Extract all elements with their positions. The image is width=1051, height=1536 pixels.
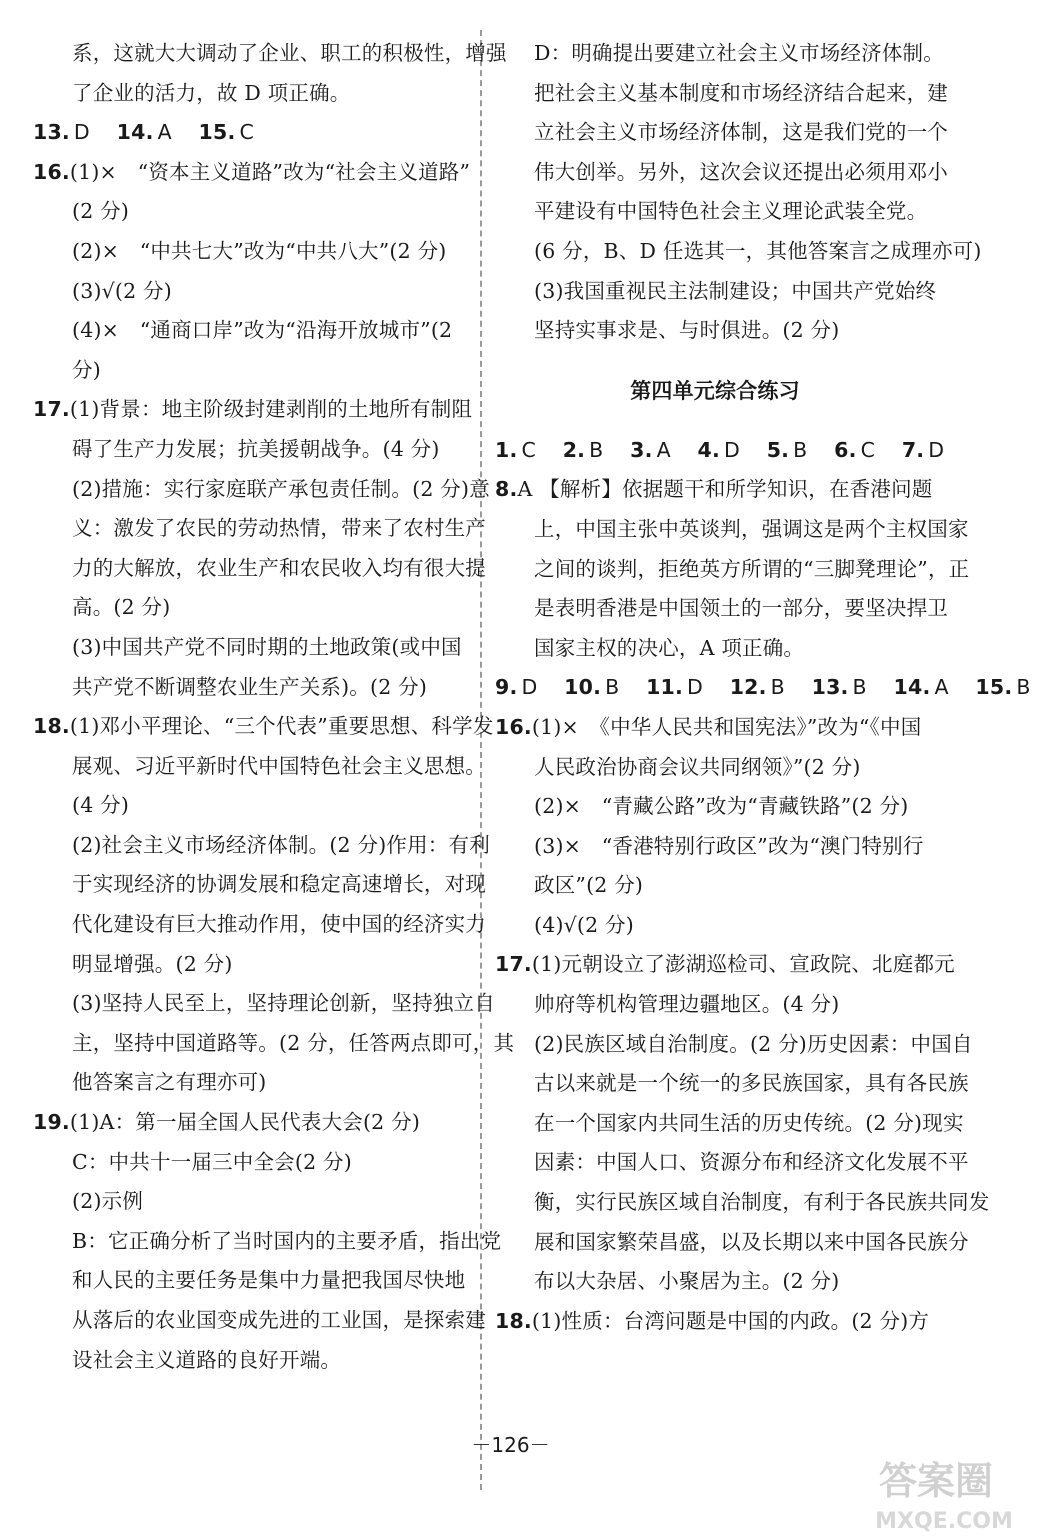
text-line: 立社会主义市场经济体制，这是我们党的一个: [534, 120, 948, 145]
answer: A: [934, 675, 949, 700]
text-line: (2 分): [72, 199, 130, 224]
question-8: [495, 470, 935, 510]
text-line: 布以大杂居、小聚居为主。(2 分): [534, 1269, 840, 1294]
text-line: 设社会主义道路的良好开端。: [72, 1347, 342, 1372]
mc-answers-1-7: [495, 431, 945, 471]
question-number: 5.: [766, 437, 790, 462]
text-line: 碍了生产力发展；抗美援朝战争。(4 分): [72, 436, 440, 461]
answer: C: [239, 120, 254, 145]
question-number: 17.: [495, 952, 532, 977]
text-line: B：它正确分析了当时国内的主要矛盾，指出党: [72, 1228, 502, 1253]
question-number: 16.: [33, 159, 70, 184]
text-line: 主，坚持中国道路等。(2 分，任答两点即可，其: [72, 1030, 515, 1055]
question-number: 1.: [495, 437, 518, 462]
question-number: 18.: [33, 714, 70, 739]
text: (1)邓小平理论、“三个代表”重要思想、科学发: [69, 714, 494, 739]
text-line: 义：激发了农民的劳动热情，带来了农村生产: [72, 516, 486, 541]
answer: C: [860, 437, 876, 462]
text: (1)A：第一届全国人民代表大会(2 分): [69, 1110, 421, 1135]
answer: B: [589, 437, 604, 462]
question-number: 3.: [630, 437, 653, 462]
text-line: 从落后的农业国变成先进的工业国，是探索建: [72, 1308, 486, 1332]
question-16: [495, 708, 935, 748]
question-17: [495, 945, 955, 985]
text-line: 政区”(2 分): [534, 873, 644, 898]
text-line: (2)示例: [72, 1189, 144, 1214]
text-line: 之间的谈判，拒绝英方所谓的“三脚凳理论”，正: [534, 556, 970, 581]
text-line: 力的大解放，农业生产和农民收入均有很大提: [72, 555, 486, 580]
text-line: D：明确提出要建立社会主义市场经济体制。: [534, 41, 944, 65]
text-line: (3)我国重视民主法制建设；中国共产党始终: [534, 278, 937, 303]
text-line: (6 分，B、D 任选其一，其他答案言之成理亦可): [534, 238, 982, 263]
mc-answers-13-15: [33, 113, 473, 153]
text-line: (2)× “中共七大”改为“中共八大”(2 分): [72, 238, 447, 263]
question-number: 16.: [495, 714, 532, 739]
text-line: (2)民族区域自治制度。(2 分)历史因素：中国自: [534, 1031, 973, 1056]
question-16: [33, 153, 473, 193]
watermark-logo-text: 答案圈: [878, 1459, 994, 1503]
watermark-site-text: MXQE.COM: [875, 1509, 1013, 1534]
text-line: (2)措施：实行家庭联产承包责任制。(2 分)意: [72, 476, 490, 501]
left-column: [33, 34, 515, 1380]
answer: B: [852, 675, 867, 700]
text-line: 上，中国主张中英谈判，强调这是两个主权国家: [534, 516, 969, 541]
answer: D: [73, 120, 90, 145]
answer: B: [793, 437, 808, 462]
answer: A: [656, 437, 671, 462]
text-line: (4)× “通商口岸”改为“沿海开放城市”(2: [72, 318, 453, 343]
answer: B: [605, 675, 620, 700]
text-line: (3)√(2 分): [72, 278, 172, 303]
answer: A: [157, 120, 172, 145]
text-line: 分): [72, 357, 101, 382]
text-line: 在一个国家内共同生活的历史传统。(2 分)现实: [534, 1110, 964, 1135]
question-number: 7.: [901, 437, 925, 462]
text-line: 明显增强。(2 分): [72, 951, 233, 976]
text-line: 人民政治协商会议共同纲领》”(2 分): [534, 754, 861, 779]
text: (1)× “资本主义道路”改为“社会主义道路”: [69, 159, 471, 184]
text-line: 共产党不断调整农业生产关系)。(2 分): [72, 674, 428, 699]
answer: B: [1016, 675, 1031, 700]
question-18: [495, 1302, 935, 1342]
question-18: [33, 707, 494, 747]
question-number: 14.: [116, 120, 154, 145]
text-line: 高。(2 分): [72, 595, 171, 620]
text-line: 是表明香港是中国领土的一部分，要坚决捍卫: [534, 596, 948, 621]
answer: C: [521, 437, 536, 462]
text-line: 伟大创举。另外，这次会议还提出必须用邓小: [534, 159, 948, 184]
text: (1)性质：台湾问题是中国的内政。(2 分)方: [531, 1308, 930, 1333]
text: (1)背景：地主阶级封建剥削的土地所有制阻: [69, 397, 473, 422]
text-line: (2)× “青藏公路”改为“青藏铁路”(2 分): [534, 794, 909, 819]
page-number: －126－: [471, 1433, 550, 1457]
question-number: 19.: [33, 1110, 70, 1135]
text: (1)× 《中华人民共和国宪法》”改为“《中国: [531, 714, 922, 739]
section-heading: 第四单元综合练习: [630, 378, 800, 403]
question-number: 11.: [646, 675, 683, 700]
text-line: 把社会主义基本制度和市场经济结合起来，建: [534, 80, 948, 105]
question-number: 13.: [811, 675, 849, 700]
question-number: 8.: [495, 477, 518, 502]
answer: D: [928, 437, 945, 462]
question-number: 4.: [697, 437, 720, 462]
question-number: 2.: [562, 437, 586, 462]
text-line: (3)× “香港特别行政区”改为“澳门特别行: [534, 833, 924, 858]
question-number: 17.: [33, 397, 70, 422]
question-number: 13.: [33, 120, 70, 145]
question-number: 15.: [975, 675, 1013, 700]
question-number: 18.: [495, 1308, 532, 1333]
text-line: (4)√(2 分): [534, 912, 634, 937]
text-line: 因素：中国人口、资源分布和经济文化发展不平: [534, 1150, 969, 1175]
answer: D: [521, 675, 538, 700]
question-number: 10.: [564, 675, 602, 700]
text: (1)元朝设立了澎湖巡检司、宣政院、北庭都元: [531, 952, 955, 977]
mc-answers-9-15: [495, 668, 1031, 708]
text-line: (3)坚持人民至上，坚持理论创新，坚持独立自: [72, 991, 495, 1016]
text-line: (2)社会主义市场经济体制。(2 分)作用：有利: [72, 832, 490, 857]
question-19: [33, 1103, 473, 1143]
watermark-logo: [840, 1448, 1018, 1534]
text-line: 衡，实行民族区域自治制度，有利于各民族共同发: [534, 1190, 990, 1215]
question-number: 9.: [495, 675, 518, 700]
text-line: (4 分): [72, 793, 130, 818]
question-number: 14.: [893, 675, 931, 700]
text-line: 帅府等机构管理边疆地区。(4 分): [534, 992, 840, 1017]
text-line: 展和国家繁荣昌盛，以及长期以来中国各民族分: [534, 1229, 969, 1254]
text: A 【解析】依据题干和所学知识，在香港问题: [517, 477, 933, 502]
text-line: 平建设有中国特色社会主义理论武装全党。: [534, 199, 928, 224]
right-column: [495, 34, 1031, 1341]
text-line: (3)中国共产党不同时期的土地政策(或中国: [72, 634, 462, 659]
text-line: 于实现经济的协调发展和稳定高速增长，对现: [72, 872, 486, 897]
answer: D: [687, 675, 703, 700]
text-line: 系，这就大大调动了企业、职工的积极性，增强: [72, 41, 507, 65]
text-line: 代化建设有巨大推动作用，使中国的经济实力: [72, 912, 486, 937]
text-line: 他答案言之有理亦可): [72, 1070, 267, 1095]
text-line: 古以来就是一个统一的多民族国家，具有各民族: [534, 1071, 969, 1096]
question-number: 6.: [834, 437, 857, 462]
answer: D: [723, 437, 740, 462]
answer: B: [770, 675, 785, 700]
text-line: 坚持实事求是、与时俱进。(2 分): [534, 318, 840, 343]
text-line: 国家主权的决心，A 项正确。: [534, 635, 805, 660]
text-line: 了企业的活力，故 D 项正确。: [72, 80, 351, 105]
question-17: [33, 390, 473, 430]
question-number: 12.: [729, 675, 767, 700]
text-line: C：中共十一届三中全会(2 分): [72, 1149, 352, 1174]
question-number: 15.: [198, 120, 236, 145]
text-line: 和人民的主要任务是集中力量把我国尽快地: [72, 1268, 466, 1293]
text-line: 展观、习近平新时代中国特色社会主义思想。: [72, 753, 486, 778]
